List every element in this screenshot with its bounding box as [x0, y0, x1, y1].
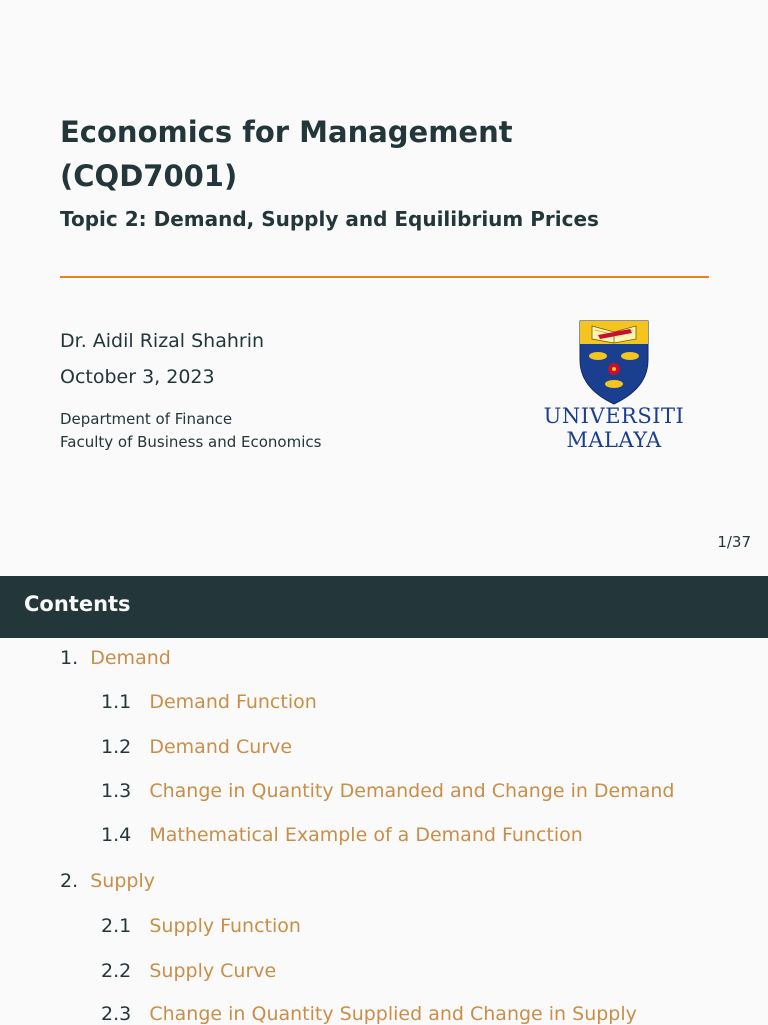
- title-line-1: Economics for Management: [60, 115, 513, 149]
- toc-item[interactable]: [60, 870, 155, 892]
- toc-item[interactable]: [101, 691, 317, 713]
- frame-title-bar: [0, 576, 768, 638]
- author: Dr. Aidil Rizal Shahrin: [60, 330, 265, 352]
- toc-item[interactable]: [101, 736, 292, 758]
- toc-link[interactable]: Demand Curve: [149, 736, 293, 758]
- title-separator: [60, 276, 709, 278]
- toc-item[interactable]: [60, 647, 171, 669]
- toc-number: 1.2: [101, 736, 132, 758]
- logo-text-line-2: MALAYA: [566, 428, 662, 452]
- toc-number: 2.3: [101, 1003, 132, 1025]
- toc-link[interactable]: Supply Curve: [149, 960, 277, 982]
- toc-link[interactable]: Supply Function: [149, 915, 301, 937]
- toc-number: 1.3: [101, 780, 132, 802]
- toc-item[interactable]: [101, 780, 675, 802]
- contents-slide: [0, 576, 768, 1024]
- presentation-subtitle: Topic 2: Demand, Supply and Equilibrium Prices: [60, 207, 599, 231]
- crest-icon: [540, 318, 688, 406]
- toc-link[interactable]: Change in Quantity Demanded and Change in Demand: [149, 780, 675, 802]
- toc-link[interactable]: Demand: [90, 647, 171, 669]
- toc-number: 1.1: [101, 691, 132, 713]
- institute-faculty: Faculty of Business and Economics: [60, 433, 322, 451]
- toc-number: 1.: [60, 647, 79, 669]
- toc-item[interactable]: [101, 915, 301, 937]
- toc-number: 1.4: [101, 824, 132, 846]
- university-logo: [540, 318, 688, 458]
- toc-item[interactable]: [101, 960, 276, 982]
- toc-link[interactable]: Demand Function: [149, 691, 317, 713]
- institute-department: Department of Finance: [60, 410, 233, 428]
- frame-title: Contents: [24, 592, 131, 616]
- toc-item[interactable]: [101, 824, 583, 846]
- toc-number: 2.: [60, 870, 79, 892]
- title-line-2: (CQD7001): [60, 159, 238, 193]
- logo-text-line-1: UNIVERSITI: [543, 404, 685, 428]
- toc-link[interactable]: Supply: [90, 870, 155, 892]
- toc-link[interactable]: Change in Quantity Supplied and Change in Supply: [149, 1003, 637, 1025]
- toc-number: 2.2: [101, 960, 132, 982]
- page-number: 1/37: [717, 533, 751, 551]
- toc-number: 2.1: [101, 915, 132, 937]
- toc-item[interactable]: [101, 1003, 637, 1025]
- presentation-title: [60, 110, 710, 198]
- toc-link[interactable]: Mathematical Example of a Demand Function: [149, 824, 583, 846]
- date: October 3, 2023: [60, 366, 215, 388]
